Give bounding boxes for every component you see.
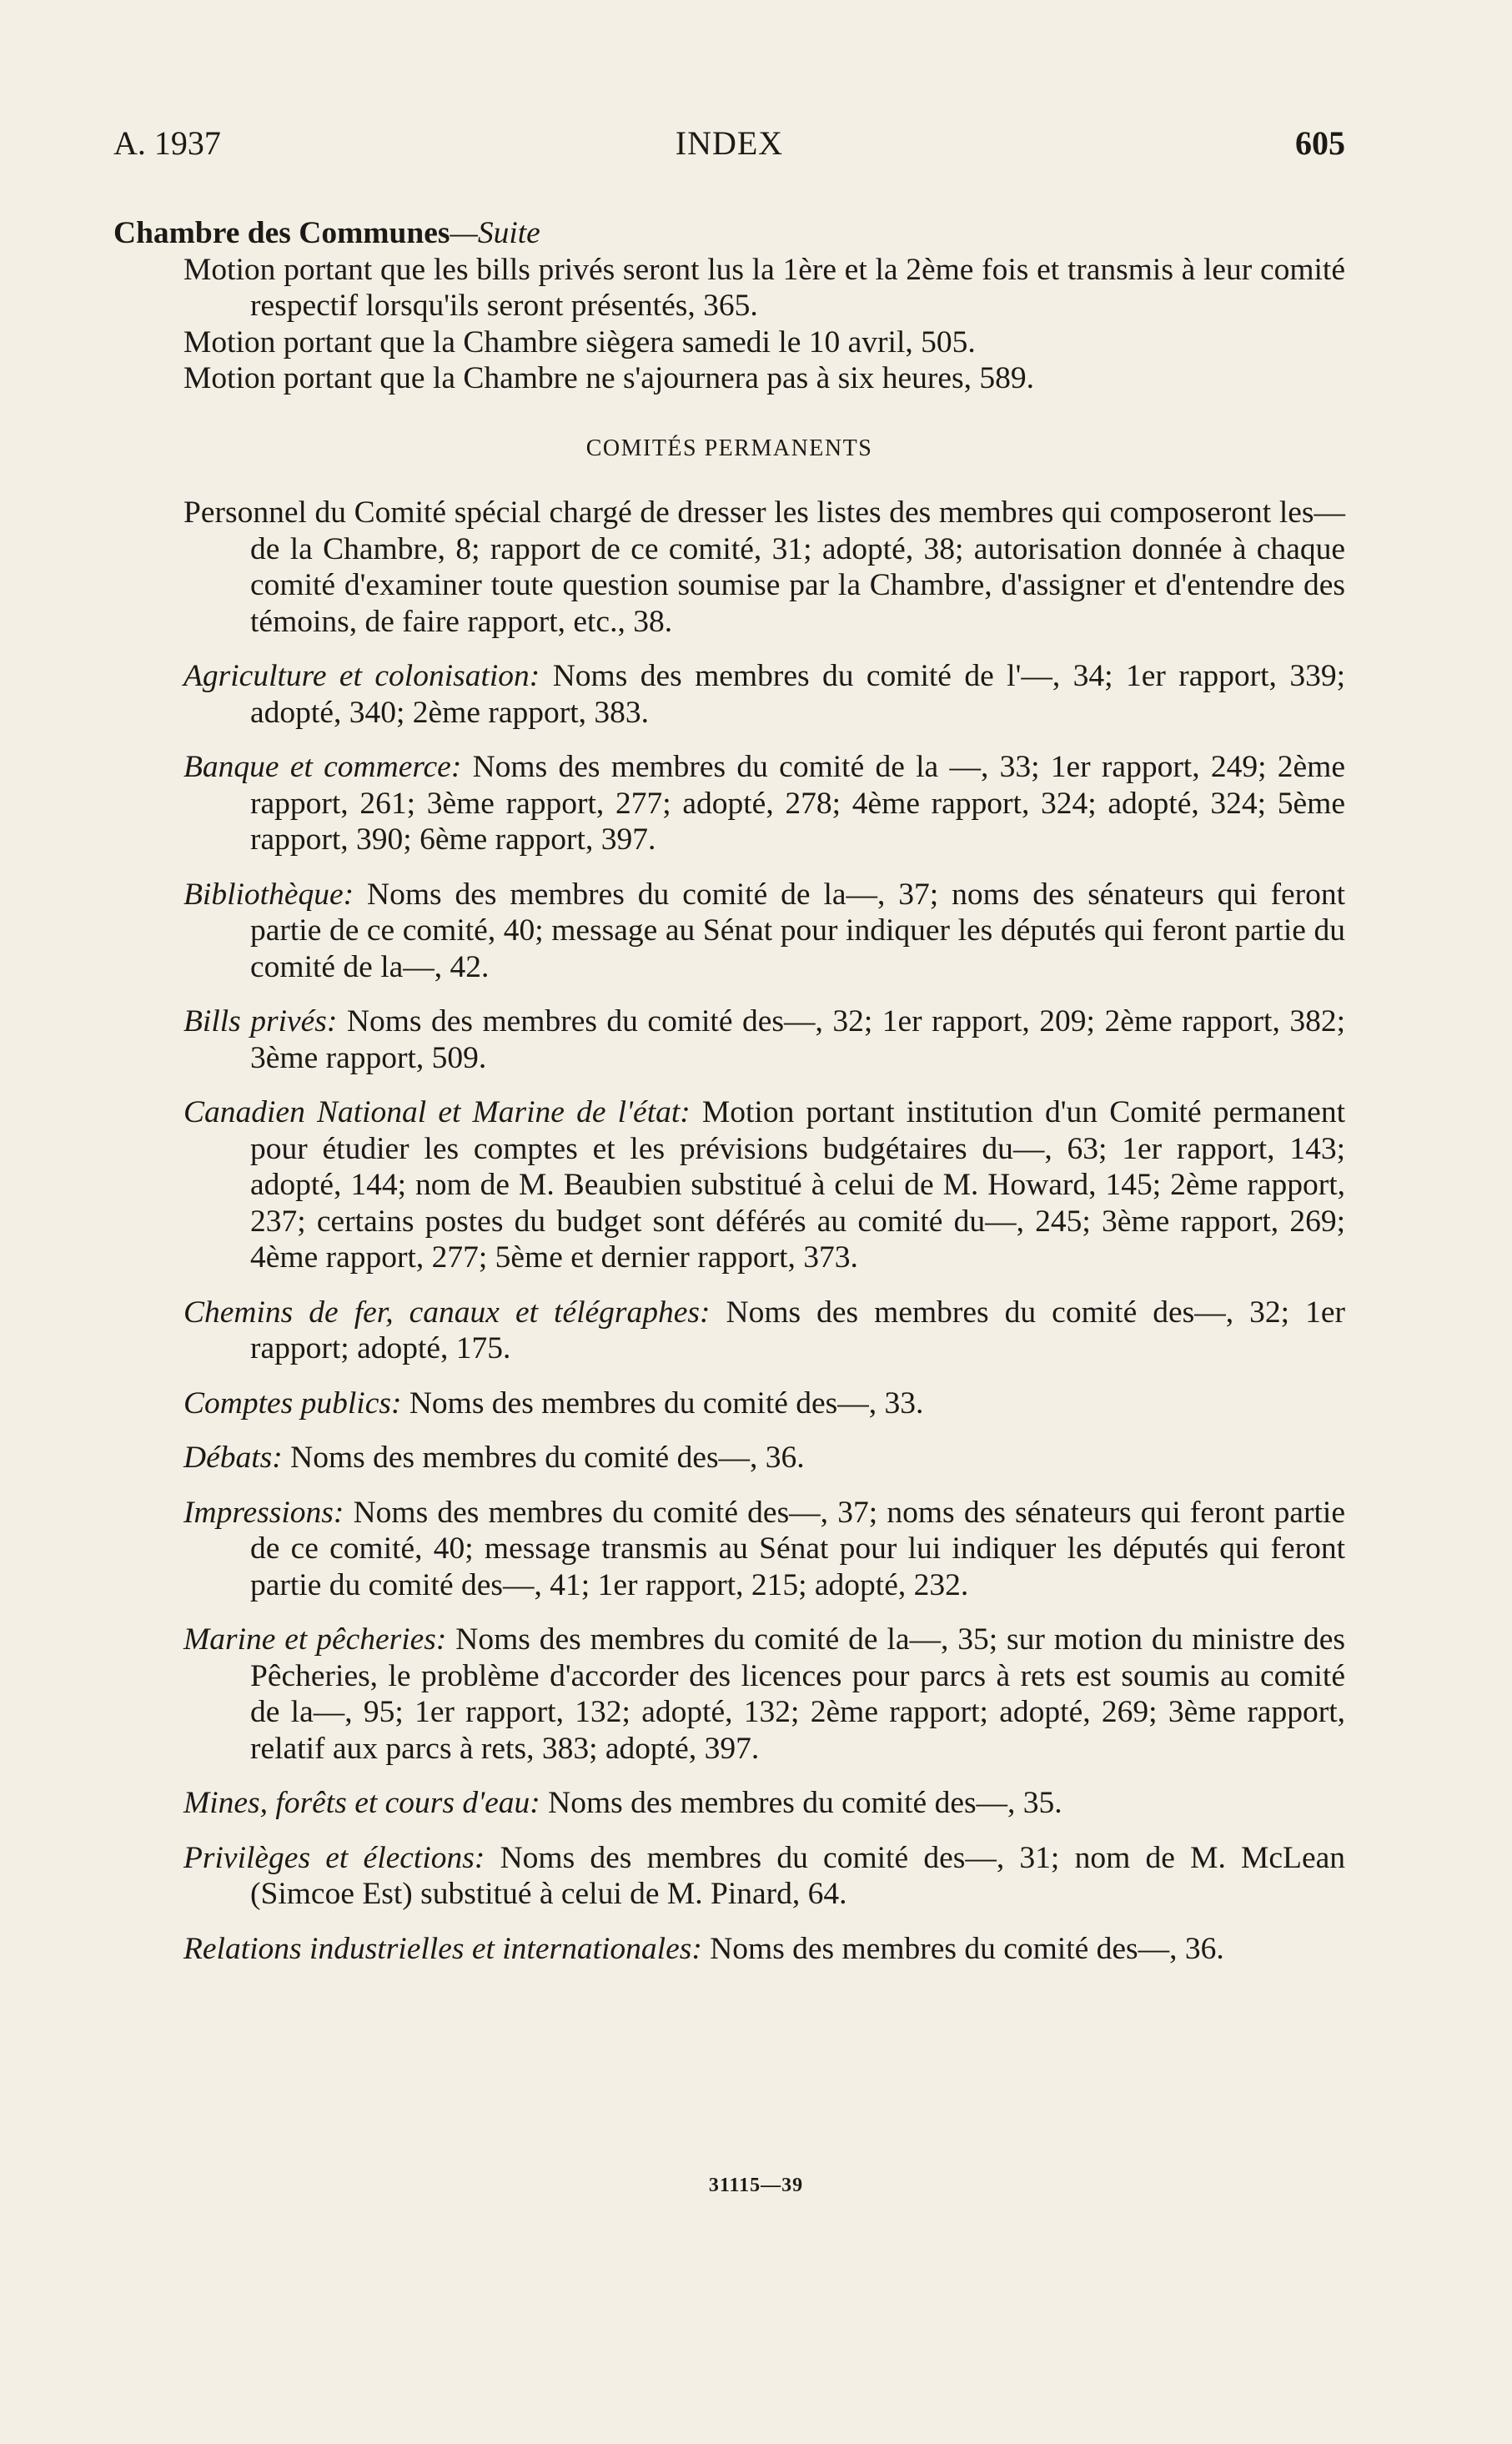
committee-entry [113, 1931, 1345, 1968]
committee-name: Bibliothèque: [183, 877, 354, 912]
committee-text: Noms des membres du comité des—, 32; 1er rapport; adopté, 175. [250, 1295, 1345, 1365]
committee-entry [113, 1385, 1345, 1422]
committee-entry [113, 1622, 1345, 1767]
session-year: A. 1937 [113, 124, 221, 162]
page-title: INDEX [675, 124, 784, 162]
committee-text: Noms des membres du comité de la—, 35; sur motion du ministre des Pêcheries, le problème d'accorder des licences pour parcs à rets est soumis au comité de la—, 95; 1er rapport, 132; adopté, 132; 2ème rapport; adopté, 269; 3ème rapport, relatif aux parcs à rets, 383; adopté, 397. [250, 1622, 1345, 1766]
motion-entry: Motion portant que les bills privés seront lus la 1ère et la 2ème fois et transmis à leur comité respectif lorsqu'ils seront présentés, 365. [183, 252, 1345, 323]
committee-text: Noms des membres du comité de l'—, 34; 1er rapport, 339; adopté, 340; 2ème rapport, 383. [250, 659, 1345, 730]
committee-entry [113, 495, 1345, 640]
committee-list [113, 495, 1345, 1967]
page-number: 605 [1295, 124, 1345, 162]
committee-text: Noms des membres du comité de la—, 37; noms des sénateurs qui feront partie de ce comité, 40; message au Sénat pour indiquer les députés qui feront partie du comité de la—, 42. [250, 877, 1345, 984]
committee-entry [113, 749, 1345, 858]
committee-entry [113, 1840, 1345, 1913]
committee-text: Motion portant institution d'un Comité permanent pour étudier les comptes et les prévisions budgétaires du—, 63; 1er rapport, 143; adopté, 144; nom de M. Beaubien substitué à celui de M. Howard, 145; 2ème rapport, 237; certains postes du budget sont déférés au comité du—, 245; 3ème rapport, 269; 4ème rapport, 277; 5ème et dernier rapport, 373. [250, 1095, 1345, 1275]
committee-name: Relations industrielles et internationales: [183, 1931, 702, 1966]
committee-text: Noms des membres du comité des—, 35. [540, 1786, 1062, 1820]
committee-name: Impressions: [183, 1495, 344, 1530]
index-heading [113, 215, 1345, 252]
committee-text: Noms des membres du comité des—, 37; noms des sénateurs qui feront partie de ce comité, 40; message transmis au Sénat pour lui indiquer les députés qui feront partie du comité des—, 41; 1er rapport, 215; adopté, 232. [250, 1495, 1345, 1602]
committee-name: Comptes publics: [183, 1385, 402, 1421]
committee-entry [113, 1295, 1345, 1367]
committee-entry [113, 1094, 1345, 1276]
committee-entry [113, 877, 1345, 986]
committee-text: Noms des membres du comité des—, 36. [282, 1441, 805, 1475]
committee-entry [113, 658, 1345, 731]
committee-text: Noms des membres du comité de la —, 33; 1er rapport, 249; 2ème rapport, 261; 3ème rapport, 277; adopté, 278; 4ème rapport, 324; adopté, 324; 5ème rapport, 390; 6ème rapport, 397. [250, 750, 1345, 857]
committee-entry [113, 1785, 1345, 1822]
committee-name: Bills privés: [183, 1004, 338, 1038]
page-header [113, 123, 1345, 170]
motion-entry: Motion portant que la Chambre ne s'ajournera pas à six heures, 589. [183, 361, 1035, 395]
committee-entry [113, 1495, 1345, 1604]
heading-title: Chambre des Communes [113, 216, 450, 250]
committee-name: Privilèges et élections: [183, 1840, 485, 1875]
committee-text: Noms des membres du comité des—, 32; 1er rapport, 209; 2ème rapport, 382; 3ème rapport, 509. [250, 1004, 1345, 1075]
committee-text: Noms des membres du comité des—, 31; nom de M. McLean (Simcoe Est) substitué à celui de M. Pinard, 64. [250, 1840, 1345, 1911]
committee-name: Mines, forêts et cours d'eau: [183, 1786, 540, 1820]
committee-entry [113, 1003, 1345, 1076]
heading-suite: —Suite [450, 216, 540, 250]
committee-name: Marine et pêcheries: [183, 1622, 447, 1657]
committee-entry [113, 1440, 1345, 1476]
committee-name: Débats: [183, 1441, 283, 1475]
motion-entry: Motion portant que la Chambre siègera samedi le 10 avril, 505. [183, 324, 976, 360]
index-content [113, 215, 1345, 1967]
section-title: COMITÉS PERMANENTS [585, 435, 873, 461]
committee-text: Personnel du Comité spécial chargé de dresser les listes des membres qui composeront les— de la Chambre, 8; rapport de ce comité, 31; adopté, 38; autorisation donnée à chaque comité d'examiner toute question soumise par la Chambre, d'assigner et d'entendre des témoins, de faire rapport, etc., 38. [183, 495, 1345, 639]
committee-name: Agriculture et colonisation: [183, 659, 540, 693]
committee-name: Canadien National et Marine de l'état: [183, 1095, 691, 1129]
committee-name: Banque et commerce: [183, 750, 462, 784]
committee-name: Chemins de fer, canaux et télégraphes: [183, 1295, 711, 1330]
committee-text: Noms des membres du comité des—, 33. [401, 1385, 924, 1421]
print-signature: 31115—39 [708, 2175, 804, 2196]
committee-text: Noms des membres du comité des—, 36. [701, 1931, 1224, 1966]
